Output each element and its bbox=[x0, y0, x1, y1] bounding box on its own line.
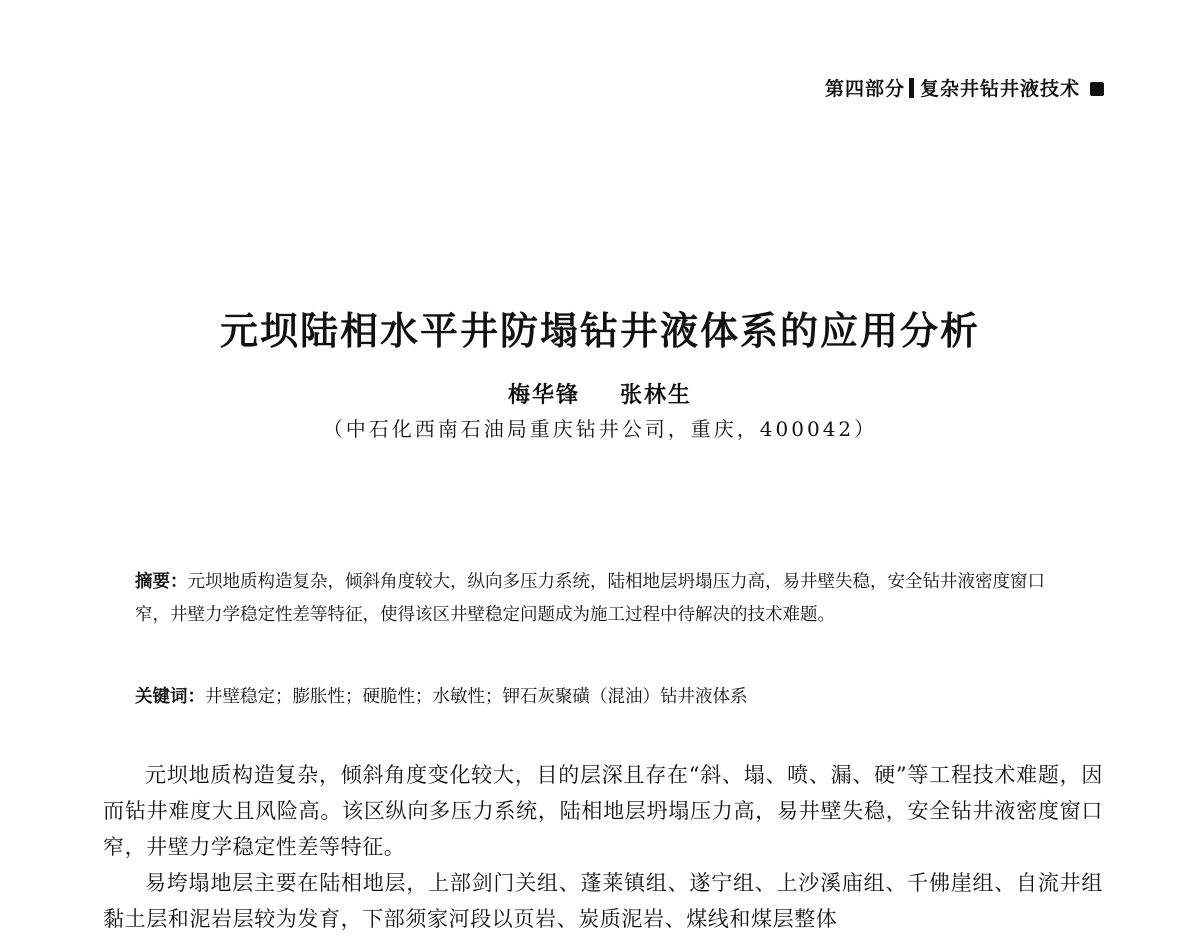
paper-title: 元坝陆相水平井防塌钻井液体系的应用分析 bbox=[219, 308, 980, 353]
running-header bbox=[825, 74, 1104, 101]
keywords-label: 关键词： bbox=[135, 687, 205, 707]
abstract-label: 摘要： bbox=[135, 572, 188, 592]
body-paragraph: 元坝地质构造复杂，倾斜角度变化较大，目的层深且存在“斜、塌、喷、漏、硬”等工程技术难题，因而钻井难度大且风险高。该区纵向多压力系统，陆相地层坍塌压力高，易井壁失稳，安全钻井液密度窗口窄，井壁力学稳定性差等特征。 bbox=[103, 763, 1103, 859]
header-part: 第四部分 bbox=[824, 78, 905, 100]
page-marker-icon bbox=[1090, 82, 1104, 96]
keywords-text: 井壁稳定；膨胀性；硬脆性；水敏性；钾石灰聚磺（混油）钻井液体系 bbox=[205, 687, 748, 707]
keywords bbox=[135, 681, 1070, 714]
affiliation: （中石化西南石油局重庆钻井公司，重庆，400042） bbox=[322, 417, 878, 441]
body-text bbox=[103, 757, 1103, 937]
body-paragraph: 易垮塌地层主要在陆相地层，上部剑门关组、蓬莱镇组、遂宁组、上沙溪庙组、千佛崖组、自流井组黏土层和泥岩层较为发育，下部须家河段以页岩、炭质泥岩、煤线和煤层整体 bbox=[103, 871, 1103, 931]
author-name: 张林生 bbox=[620, 382, 693, 408]
authors bbox=[0, 378, 1200, 409]
header-section: 复杂井钻井液技术 bbox=[919, 78, 1080, 100]
author-name: 梅华锋 bbox=[507, 382, 580, 408]
header-divider bbox=[909, 78, 914, 98]
abstract bbox=[135, 566, 1070, 632]
abstract-text: 元坝地质构造复杂，倾斜角度较大，纵向多压力系统，陆相地层坍塌压力高，易井壁失稳，安全钻井液密度窗口窄，井壁力学稳定性差等特征，使得该区井壁稳定问题成为施工过程中待解决的技术难题。 bbox=[135, 572, 1045, 625]
